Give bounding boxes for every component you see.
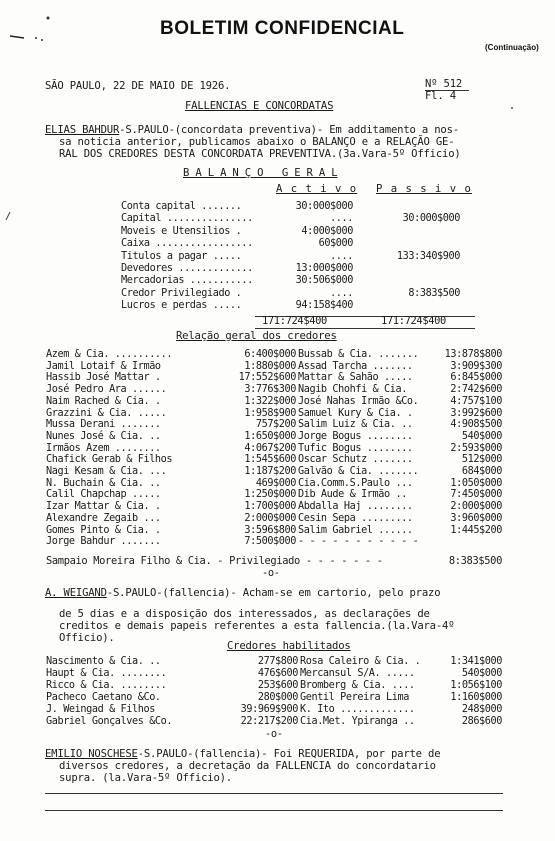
creditor-name: Ricco & Cia. ........ bbox=[46, 679, 167, 691]
entry-elias-line3: RAL DOS CREDORES DESTA CONCORDATA PREVENTIVA.(3a.Vara-5º Officio) bbox=[59, 148, 461, 160]
creditor-name: Nagi Kesam & Cia. ... bbox=[46, 466, 167, 477]
creditor-amount: 540$000 bbox=[461, 430, 502, 442]
creditor-name: Bromberg & Cia. .... bbox=[300, 679, 415, 691]
creditor-amount: 1:880$000 bbox=[244, 360, 296, 372]
entry-noschese-line3: supra. (la.Vara-5º Officio). bbox=[59, 772, 232, 784]
creditor-name: Alexandre Zegaib ... bbox=[46, 512, 161, 524]
creditor-amount: 1:187$200 bbox=[244, 466, 296, 477]
creditor-amount: 1:160$000 bbox=[450, 691, 502, 703]
activo-header: A c t i v o bbox=[276, 183, 358, 195]
balanco-label: Devedores ............. bbox=[121, 263, 253, 274]
balanco-label: Lucros e perdas ..... bbox=[121, 300, 242, 312]
dateline: SÃO PAULO, 22 DE MAIO DE 1926. bbox=[45, 80, 231, 92]
creditor-name: Galvão & Cia. ....... bbox=[298, 466, 419, 477]
passivo-value: 133:340$900 bbox=[396, 250, 460, 262]
creditor-name: Assad Tarcha ....... bbox=[298, 360, 413, 372]
entry-weigand-line1: A. WEIGAND-S.PAULO-(fallencia)- Acham-se em cartorio, pelo prazo bbox=[45, 587, 441, 599]
creditor-amount: 1:050$000 bbox=[450, 477, 502, 489]
creditor-amount: 684$000 bbox=[461, 466, 502, 477]
creditor-amount: 1:700$000 bbox=[244, 501, 296, 513]
creditor-amount: 7:450$000 bbox=[450, 489, 502, 501]
balanco-title: B A L A N Ç O G E R A L bbox=[183, 167, 338, 179]
section-title: FALLENCIAS E CONCORDATAS bbox=[185, 100, 334, 112]
creditor-name: Salim Luiz & Cia. .. bbox=[298, 419, 413, 431]
credores-title: Credores habilitados bbox=[227, 640, 351, 652]
creditor-name: Hassib José Mattar . bbox=[46, 372, 161, 384]
activo-value: 13:000$000 bbox=[295, 263, 353, 274]
creditor-amount: 476$600 bbox=[257, 667, 298, 679]
privileged-creditor-value: 8:383$500 bbox=[448, 555, 502, 567]
activo-value: 60$000 bbox=[318, 238, 353, 250]
creditor-name: Gabriel Gonçalves &Co. bbox=[46, 715, 173, 727]
relacao-title: Relação geral dos credores bbox=[176, 330, 337, 342]
creditor-amount: 1:322$000 bbox=[244, 395, 296, 407]
separator: -o- bbox=[265, 728, 283, 740]
entry-noschese-line2: diversos credores, a decretação da FALLENCIA do concordatario bbox=[59, 760, 436, 772]
creditor-amount: 469$000 bbox=[255, 477, 296, 489]
creditor-name: Abdalla Haj ........ bbox=[298, 501, 413, 513]
creditor-amount: 2:593$000 bbox=[450, 442, 502, 454]
total-activo: 171:724$400 bbox=[262, 315, 327, 327]
creditor-amount: 17:552$600 bbox=[238, 372, 296, 384]
creditor-amount: 1:341$000 bbox=[450, 656, 502, 667]
bulletin-number: Nº 512 bbox=[425, 78, 463, 90]
balanco-label: Caixa ................. bbox=[121, 238, 253, 250]
creditor-name: K. Ito ............. bbox=[300, 703, 415, 715]
creditor-amount: 1:958$900 bbox=[244, 407, 296, 419]
creditor-name: Cia.Comm.S.Paulo ... bbox=[298, 477, 413, 489]
creditor-name: N. Buchain & Cia. .. bbox=[46, 477, 161, 489]
creditor-amount: 512$000 bbox=[461, 454, 502, 466]
creditor-amount: 1:056$100 bbox=[450, 679, 502, 691]
creditor-name: Chafick Gerab & Filhos bbox=[46, 454, 173, 466]
creditor-amount: 286$600 bbox=[461, 715, 502, 727]
creditor-name: Jorge Bogus ........ bbox=[298, 430, 413, 442]
activo-value: .... bbox=[330, 287, 353, 299]
bulletin-title: BOLETIM CONFIDENCIAL bbox=[160, 18, 405, 39]
balanco-label: Moveis e Utensilios . bbox=[121, 225, 242, 237]
creditor-name: Jorge Bahdur ....... bbox=[46, 536, 161, 548]
passivo-header: P a s s i v o bbox=[376, 183, 472, 195]
entry-noschese-line1: EMILIO NOSCHESE-S.PAULO-(fallencia)- Foi REQUERIDA, por parte de bbox=[45, 748, 441, 760]
creditor-amount: 6:400$000 bbox=[244, 349, 296, 360]
creditor-name: Pacheco Caetano &Co. bbox=[46, 691, 161, 703]
creditor-name: Dib Aude & Irmão .. bbox=[298, 489, 407, 501]
creditor-amount: 22:217$200 bbox=[240, 715, 298, 727]
creditor-name: Cia.Met. Ypiranga .. bbox=[300, 715, 415, 727]
separator: -o- bbox=[262, 567, 280, 579]
creditor-name: Calil Chapchap ..... bbox=[46, 489, 161, 501]
creditor-amount: 1:250$000 bbox=[244, 489, 296, 501]
creditor-amount: 1:445$200 bbox=[450, 524, 502, 536]
creditor-name: Nunes José & Cia. .. bbox=[46, 430, 161, 442]
creditor-name: Naim Rached & Cia. . bbox=[46, 395, 161, 407]
creditor-amount: 1:545$600 bbox=[244, 454, 296, 466]
activo-value: .... bbox=[330, 213, 353, 225]
balanco-label: Mercadorias ........... bbox=[121, 275, 253, 287]
creditor-amount: 3:992$600 bbox=[450, 407, 502, 419]
creditor-amount: 2:000$000 bbox=[244, 512, 296, 524]
creditor-name: Nagib Chohfi & Cia. bbox=[298, 384, 407, 396]
creditor-amount: 540$000 bbox=[461, 667, 502, 679]
entry-name: A. WEIGAND bbox=[45, 587, 107, 599]
creditor-amount: 253$600 bbox=[257, 679, 298, 691]
creditor-name: Tufic Bogus ........ bbox=[298, 442, 413, 454]
creditor-name: José Pedro Ara ...... bbox=[46, 384, 167, 396]
creditor-name: Bussab & Cia. ....... bbox=[298, 349, 419, 360]
creditor-name: Haupt & Cia. ........ bbox=[46, 667, 167, 679]
creditor-name: Jamil Lotaif & Irmão bbox=[46, 360, 161, 372]
balanco-label: Titulos a pagar ..... bbox=[121, 250, 242, 262]
creditor-amount: 13:878$800 bbox=[444, 349, 502, 360]
activo-value: 4:000$000 bbox=[301, 225, 353, 237]
activo-value: .... bbox=[330, 250, 353, 262]
creditor-amount: 1:650$000 bbox=[244, 430, 296, 442]
sheet-number: Fl. 4 bbox=[425, 90, 456, 102]
creditor-name: Cesin Sepa ......... bbox=[298, 512, 413, 524]
creditor-name: Rosa Caleiro & Cia. . bbox=[300, 656, 421, 667]
continuation-label: (Continuação) bbox=[485, 43, 539, 52]
privileged-creditor-label: Sampaio Moreira Filho & Cia. - Privilegiado - - - - - - - bbox=[46, 555, 383, 567]
creditor-name: Nascimento & Cia. .. bbox=[46, 656, 161, 667]
creditor-name: Grazzini & Cia. ..... bbox=[46, 407, 167, 419]
creditor-amount: 248$000 bbox=[461, 703, 502, 715]
creditor-amount: 3:960$000 bbox=[450, 512, 502, 524]
creditor-name: Gentil Pereira Lima bbox=[300, 691, 409, 703]
balanco-label: Credor Privilegiado . bbox=[121, 287, 242, 299]
creditor-amount: 4:757$100 bbox=[450, 395, 502, 407]
creditor-amount: 277$800 bbox=[257, 656, 298, 667]
entry-weigand-line3: creditos e demais papeis referentes a esta fallencia.(la.Vara-4º bbox=[59, 620, 455, 632]
creditor-name: Oscar Schutz ....... bbox=[298, 454, 413, 466]
creditor-name: Izar Mattar & Cia. . bbox=[46, 501, 161, 513]
passivo-value: 8:383$500 bbox=[408, 287, 460, 299]
creditor-amount: 39:969$900 bbox=[240, 703, 298, 715]
creditor-amount: 3:776$300 bbox=[244, 384, 296, 396]
entry-name: EMILIO NOSCHESE bbox=[45, 748, 138, 760]
activo-value: 30:000$000 bbox=[295, 201, 353, 212]
creditor-amount: 3:596$800 bbox=[244, 524, 296, 536]
activo-value: 94:158$400 bbox=[295, 300, 353, 312]
total-passivo: 171:724$400 bbox=[381, 315, 446, 327]
creditor-amount: 3:909$300 bbox=[450, 360, 502, 372]
creditor-name: Gomes Pinto & Cia. . bbox=[46, 524, 161, 536]
passivo-value: 30:000$000 bbox=[402, 213, 460, 225]
creditor-amount: 7:500$000 bbox=[244, 536, 296, 548]
entry-elias-line2: sa noticia anterior, publicamos abaixo o BALANÇO e a RELAÇÃO GE- bbox=[59, 136, 455, 148]
creditor-name: Salim Gabriel ...... bbox=[298, 524, 413, 536]
entry-elias-line1: ELIAS BAHDUR-S.PAULO-(concordata preventiva)- Em additamento a nos- bbox=[45, 124, 459, 136]
creditor-name: José Nahas Irmão &Co. bbox=[298, 395, 419, 407]
creditor-name: Mussa Derani ....... bbox=[46, 419, 161, 431]
creditor-name: - - - - - - - - - - - bbox=[298, 536, 419, 548]
entry-name: ELIAS BAHDUR bbox=[45, 124, 120, 136]
balanco-label: Conta capital ....... bbox=[121, 201, 242, 212]
creditor-amount: 6:845$000 bbox=[450, 372, 502, 384]
creditor-amount: 280$000 bbox=[257, 691, 298, 703]
creditor-name: J. Weingad & Filhos bbox=[46, 703, 155, 715]
creditor-name: Azem & Cia. .......... bbox=[46, 349, 173, 360]
creditor-name: Samuel Kury & Cia. . bbox=[298, 407, 413, 419]
activo-value: 30:506$000 bbox=[295, 275, 353, 287]
creditor-amount: 4:908$500 bbox=[450, 419, 502, 431]
creditor-name: Mercansul S/A. ..... bbox=[300, 667, 415, 679]
creditor-amount: 4:067$200 bbox=[244, 442, 296, 454]
creditor-amount: 757$200 bbox=[255, 419, 296, 431]
creditor-amount: 2:742$600 bbox=[450, 384, 502, 396]
balanco-label: Capital ............... bbox=[121, 213, 253, 225]
creditor-amount: 2:000$000 bbox=[450, 501, 502, 513]
creditor-name: Irmãos Azem ........ bbox=[46, 442, 161, 454]
entry-weigand-line4: Officio). bbox=[59, 632, 115, 644]
creditor-name: Mattar & Sahão ..... bbox=[298, 372, 413, 384]
entry-weigand-line2: de 5 dias e a disposição dos interessados, as declarações de bbox=[59, 608, 430, 620]
